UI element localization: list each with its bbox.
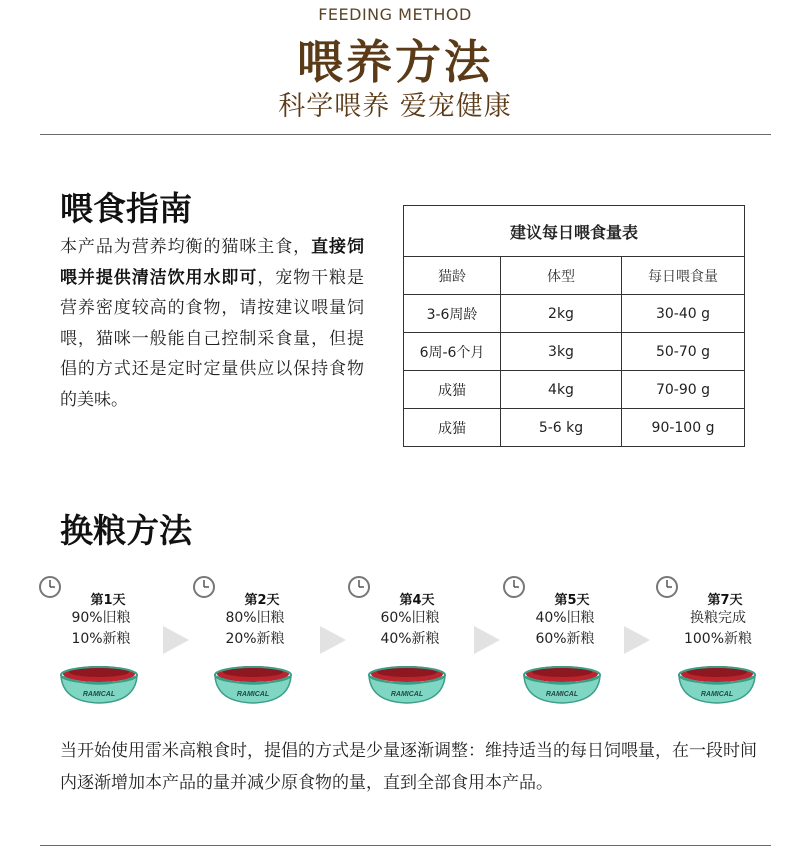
bowl-brand: RAMICAL — [82, 691, 116, 698]
switch-step — [200, 575, 310, 650]
section-subtitle: 科学喂养 爱宠健康 — [278, 91, 512, 122]
clock-icon — [192, 575, 216, 599]
step-line-1: 换粮完成 — [690, 610, 746, 626]
clock-icon — [347, 575, 371, 599]
table-cell: 4kg — [501, 371, 622, 409]
table-cell: 5-6 kg — [501, 409, 622, 447]
divider — [40, 845, 771, 846]
step-day: 第1天 — [90, 593, 126, 608]
switch-heading: 换粮方法 — [60, 511, 192, 550]
table-cell: 50-70 g — [622, 333, 745, 371]
arrow-right-icon — [163, 626, 189, 654]
step-line-2: 20%新粮 — [225, 631, 285, 647]
table-cell: 成猫 — [404, 371, 501, 409]
step-line-1: 80%旧粮 — [225, 610, 285, 626]
bowl-brand: RAMICAL — [545, 691, 579, 698]
pet-bowl-icon — [57, 662, 141, 706]
step-line-1: 60%旧粮 — [380, 610, 440, 626]
pet-bowl-icon — [675, 662, 759, 706]
step-day: 第7天 — [707, 593, 743, 608]
pet-bowl-icon — [520, 662, 604, 706]
table-header-amount: 每日喂食量 — [622, 257, 745, 295]
arrow-right-icon — [624, 626, 650, 654]
switch-footer-text: 当开始使用雷米高粮食时，提倡的方式是少量逐渐调整：维持适当的每日饲喂量，在一段时间内逐渐增加本产品的量并减少原食物的量，直到全部食用本产品。 — [60, 741, 757, 793]
clock-icon — [502, 575, 526, 599]
bowl-brand: RAMICAL — [700, 691, 734, 698]
clock-icon — [38, 575, 62, 599]
guide-text-part-2: ，宠物干粮是营养密度较高的食物，请按建议喂量饲喂，猫咪一般能自己控制采食量，但提倡的方式还是定时定量供应以保持食物的美味。 — [60, 267, 364, 410]
pet-bowl-icon — [211, 662, 295, 706]
step-line-2: 10%新粮 — [71, 631, 131, 647]
table-cell: 90-100 g — [622, 409, 745, 447]
table-cell: 2kg — [501, 295, 622, 333]
arrow-right-icon — [474, 626, 500, 654]
clock-icon — [655, 575, 679, 599]
arrow-right-icon — [320, 626, 346, 654]
step-line-2: 60%新粮 — [535, 631, 595, 647]
bowl-brand: RAMICAL — [236, 691, 270, 698]
table-cell: 70-90 g — [622, 371, 745, 409]
table-cell: 6周-6个月 — [404, 333, 501, 371]
table-row — [404, 295, 745, 333]
section-title: 喂养方法 — [297, 35, 493, 89]
section-en-title: FEEDING METHOD — [318, 5, 472, 24]
guide-text-part-1: 本产品为营养均衡的猫咪主食， — [60, 237, 312, 257]
switch-step — [510, 575, 620, 650]
step-day: 第2天 — [244, 593, 280, 608]
guide-heading: 喂食指南 — [60, 189, 192, 228]
table-cell: 3kg — [501, 333, 622, 371]
switch-step — [663, 575, 773, 650]
step-line-2: 40%新粮 — [380, 631, 440, 647]
guide-text-bold: 直接饲喂并提供清洁饮用水即可 — [60, 237, 364, 288]
step-line-1: 90%旧粮 — [71, 610, 131, 626]
step-line-2: 100%新粮 — [683, 631, 753, 647]
table-cell: 3-6周龄 — [404, 295, 501, 333]
table-row — [404, 371, 745, 409]
bowl-brand: RAMICAL — [390, 691, 424, 698]
table-row — [404, 333, 745, 371]
table-row — [404, 409, 745, 447]
step-line-1: 40%旧粮 — [535, 610, 595, 626]
table-header-age: 猫龄 — [404, 257, 501, 295]
switch-step — [46, 575, 156, 650]
table-cell: 成猫 — [404, 409, 501, 447]
divider — [40, 134, 771, 135]
feeding-table — [403, 205, 745, 447]
switch-step — [355, 575, 465, 650]
table-cell: 30-40 g — [622, 295, 745, 333]
step-day: 第5天 — [554, 593, 590, 608]
table-header-size: 体型 — [501, 257, 622, 295]
table-caption: 建议每日喂食量表 — [404, 206, 745, 257]
guide-text — [60, 232, 364, 415]
step-day: 第4天 — [399, 593, 435, 608]
pet-bowl-icon — [365, 662, 449, 706]
